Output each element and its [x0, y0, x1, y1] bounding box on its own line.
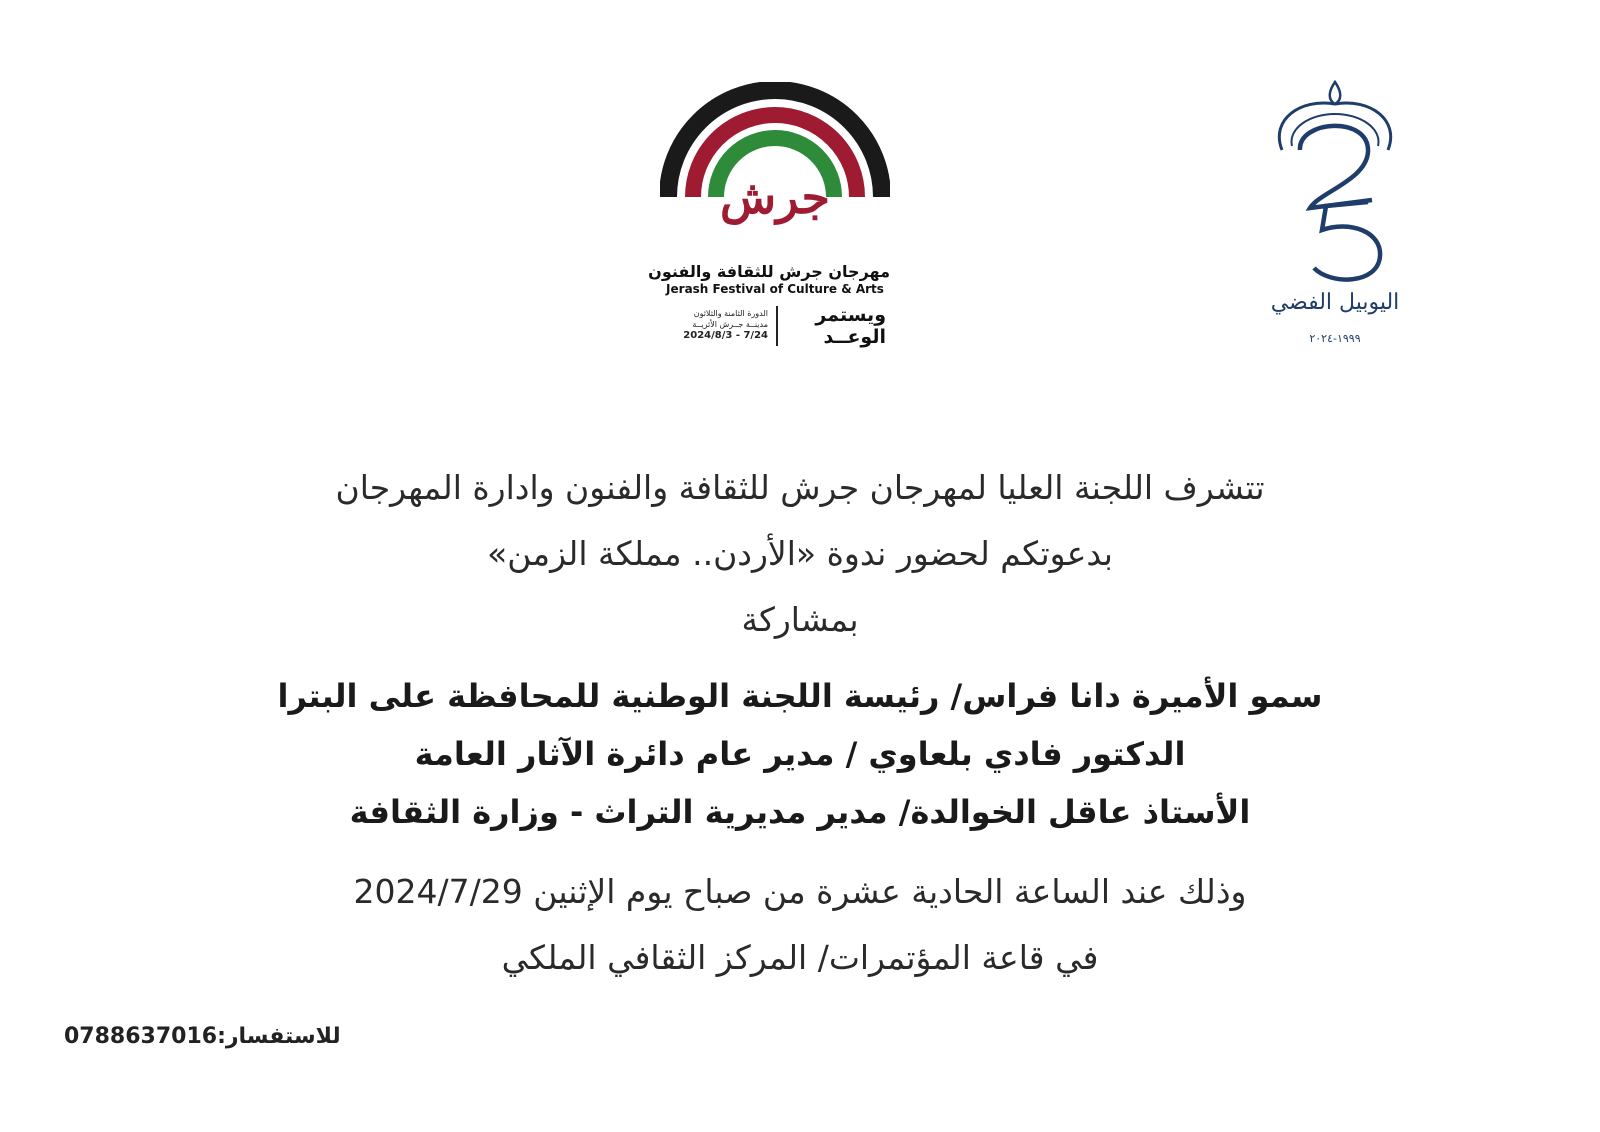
- invitation-line-3: بمشاركة: [741, 600, 859, 639]
- participant-3: الأستاذ عاقل الخوالدة/ مدير مديرية التراث - وزارة الثقافة: [349, 793, 1251, 831]
- edition-dates: 2024/8/3 - 7/24: [683, 330, 768, 341]
- edition-divider: [776, 306, 778, 346]
- participant-1: سمو الأميرة دانا فراس/ رئيسة اللجنة الوطنية للمحافظة على البترا: [277, 677, 1323, 715]
- jubilee-title: اليوبيل الفضي: [1270, 290, 1400, 315]
- festival-name-arabic: مهرجان جرش للثقافة والفنون: [648, 262, 890, 281]
- edition-number: الدورة الثامنة والثلاثون: [693, 309, 768, 318]
- event-time: وذلك عند الساعة الحادية عشرة من صباح يوم الإثنين 2024/7/29: [353, 872, 1247, 911]
- edition-info: [668, 308, 768, 330]
- invitation-line-1: تتشرف اللجنة العليا لمهرجان جرش للثقافة والفنون وادارة المهرجان: [335, 468, 1265, 507]
- invitation-body: [260, 455, 1340, 991]
- slogan-line-1: ويستمر: [815, 304, 886, 326]
- invitation-line-2: بدعوتكم لحضور ندوة «الأردن.. مملكة الزمن»: [487, 534, 1113, 573]
- participant-2: الدكتور فادي بلعاوي / مدير عام دائرة الآثار العامة: [414, 735, 1186, 773]
- silver-jubilee-logo: [1270, 80, 1400, 370]
- edition-location: مدينــة جــرش الأثريــة: [692, 320, 768, 329]
- event-venue: في قاعة المؤتمرات/ المركز الثقافي الملكي: [501, 938, 1099, 977]
- contact-phone: للاستفسار:0788637016: [64, 1024, 341, 1049]
- jubilee-years: ١٩٩٩-٢٠٢٤: [1309, 332, 1361, 345]
- jerash-festival-logo: [648, 72, 890, 362]
- festival-name-english: Jerash Festival of Culture & Arts: [666, 282, 884, 296]
- slogan-line-2: الوعــد: [823, 326, 886, 348]
- jerash-arabic-wordmark: جرش: [720, 170, 830, 224]
- edition-block: [660, 304, 890, 354]
- jubilee-25-emblem-icon: [1270, 80, 1400, 290]
